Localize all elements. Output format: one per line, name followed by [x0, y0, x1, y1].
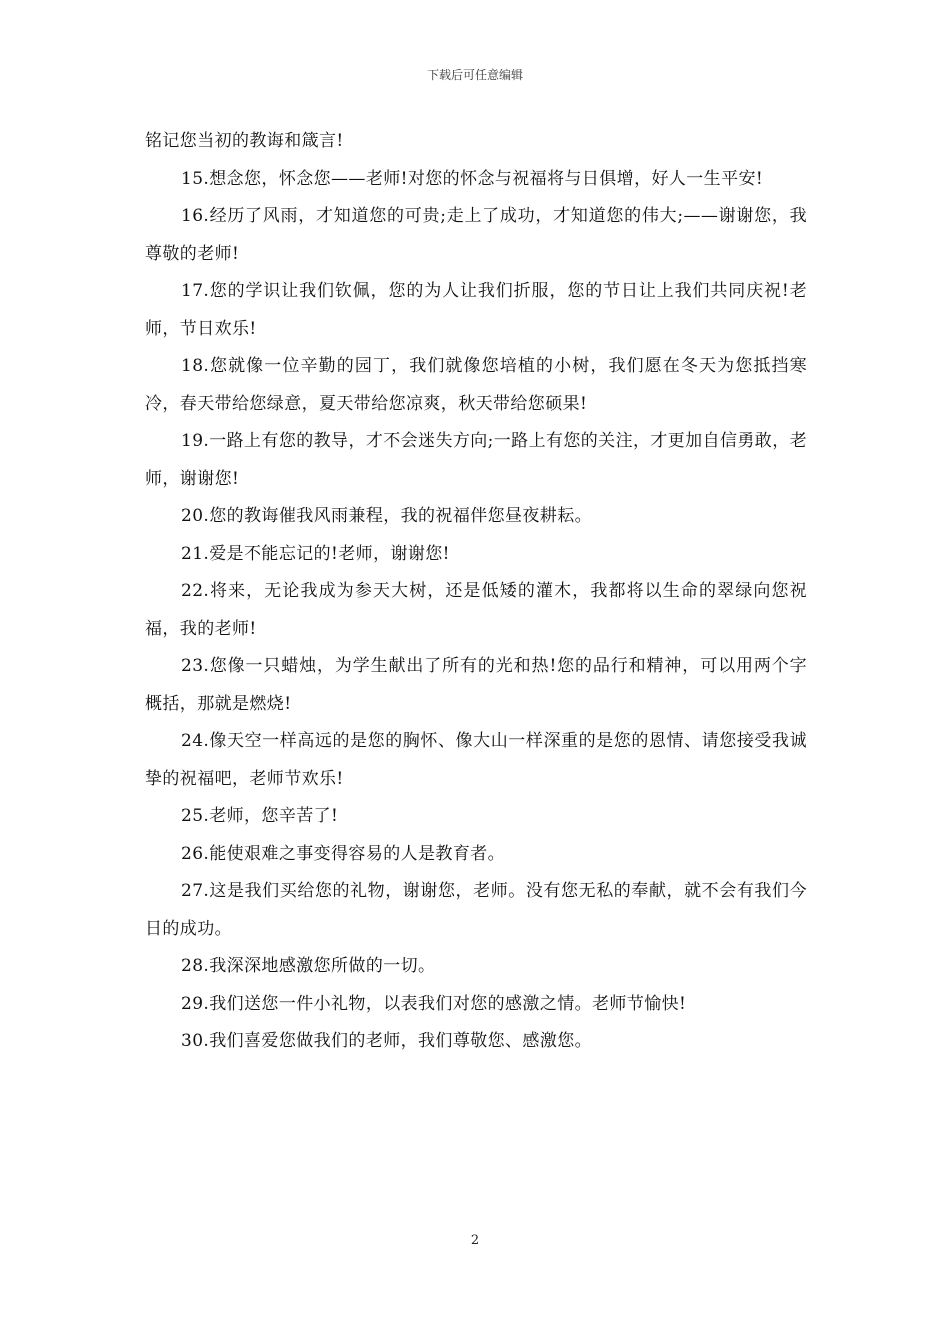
paragraph: 21.爱是不能忘记的!老师，谢谢您! — [181, 543, 450, 564]
paragraph: 15.想念您，怀念您——老师!对您的怀念与祝福将与日俱增，好人一生平安! — [181, 168, 764, 189]
paragraph: 17.您的学识让我们钦佩，您的为人让我们折服，您的节日让上我们共同庆祝!老师，节日欢乐! — [145, 281, 807, 339]
paragraph: 22.将来，无论我成为参天大树，还是低矮的灌木，我都将以生命的翠绿向您祝福，我的老师! — [145, 581, 807, 639]
page-number: 2 — [470, 1233, 480, 1248]
paragraph: 铭记您当初的教诲和箴言! — [145, 131, 344, 151]
paragraph: 23.您像一只蜡烛，为学生献出了所有的光和热!您的品行和精神，可以用两个字概括，那就是燃烧! — [145, 656, 807, 714]
paragraph: 28.我深深地感激您所做的一切。 — [181, 956, 436, 976]
paragraph: 24.像天空一样高远的是您的胸怀、像大山一样深重的是您的恩情、请您接受我诚挚的祝福吧，老师节欢乐! — [145, 731, 807, 789]
paragraph: 19.一路上有您的教导，才不会迷失方向;一路上有您的关注，才更加自信勇敢，老师，谢谢您! — [145, 431, 807, 489]
page-header: 下载后可任意编辑 — [426, 68, 523, 82]
paragraph: 29.我们送您一件小礼物，以表我们对您的感激之情。老师节愉快! — [181, 993, 687, 1014]
paragraph: 20.您的教诲催我风雨兼程，我的祝福伴您昼夜耕耘。 — [181, 506, 593, 526]
paragraph: 18.您就像一位辛勤的园丁，我们就像您培植的小树，我们愿在冬天为您抵挡寒冷，春天带给您绿意，夏天带给您凉爽，秋天带给您硕果! — [145, 356, 807, 414]
paragraph: 25.老师，您辛苦了! — [181, 806, 339, 826]
paragraph: 30.我们喜爱您做我们的老师，我们尊敬您、感激您。 — [181, 1031, 593, 1051]
paragraph: 27.这是我们买给您的礼物，谢谢您，老师。没有您无私的奉献，就不会有我们今日的成功。 — [145, 881, 807, 939]
document-body — [145, 123, 807, 1061]
paragraph: 16.经历了风雨，才知道您的可贵;走上了成功，才知道您的伟大;——谢谢您，我尊敬的老师! — [145, 206, 807, 264]
paragraph: 26.能使艰难之事变得容易的人是教育者。 — [181, 843, 506, 864]
